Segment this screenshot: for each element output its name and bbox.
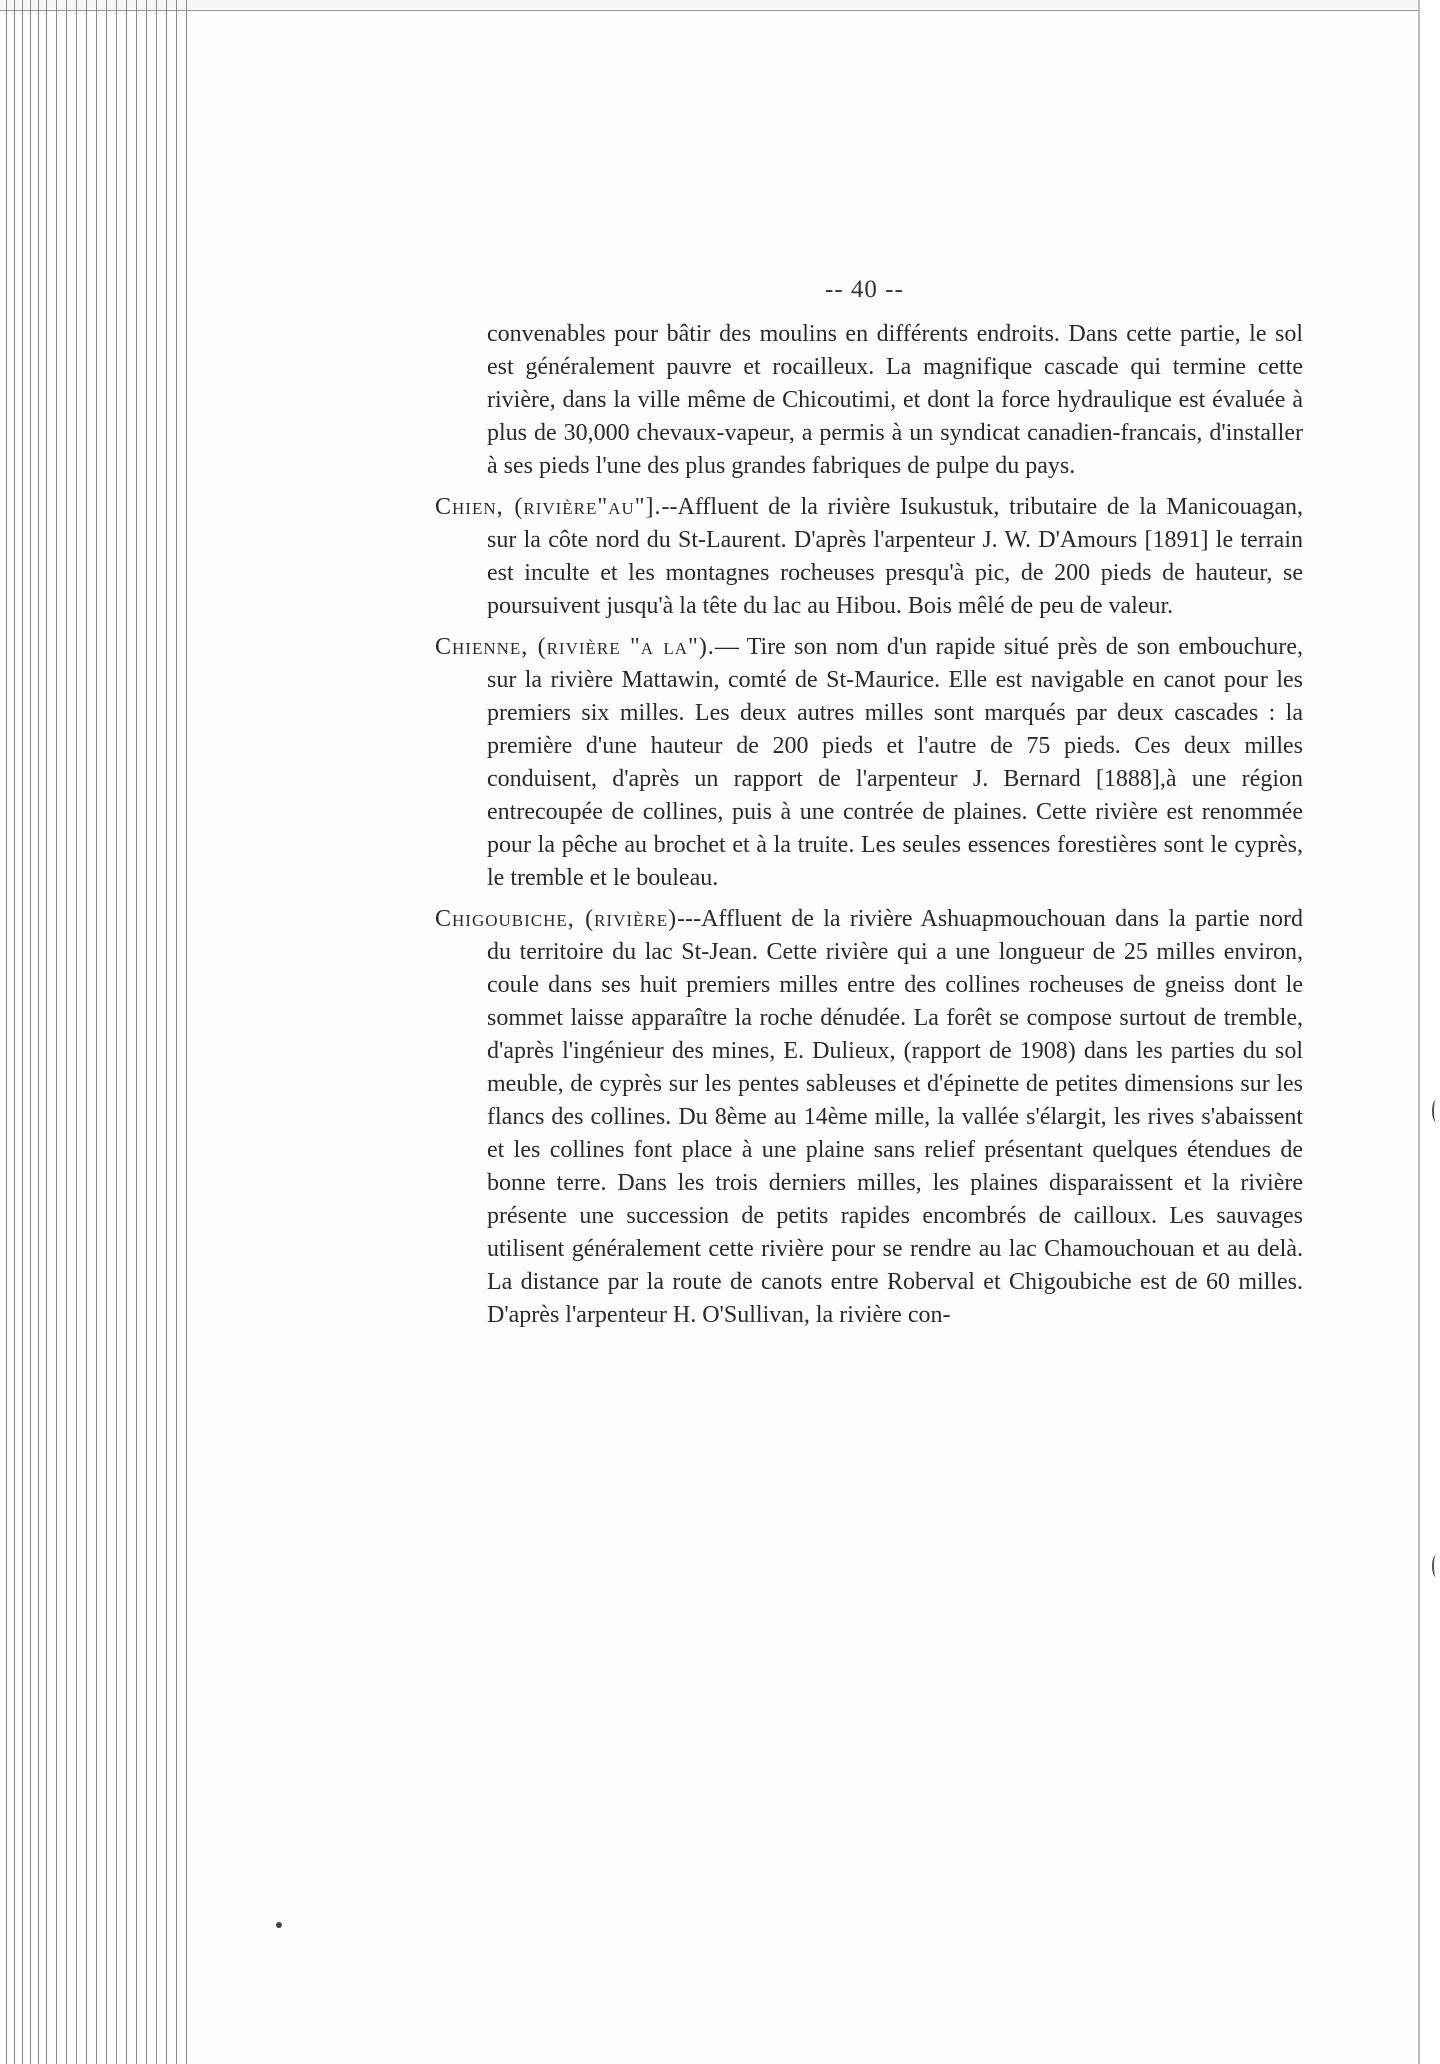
page-edge-line — [96, 0, 97, 2064]
page-edge-line — [46, 0, 47, 2064]
entry-heading: Chien, (rivière"au"]. — [435, 494, 662, 520]
page-edge-line — [146, 0, 147, 2064]
page-edge-line — [22, 0, 23, 2064]
page-edge-line — [66, 0, 67, 2064]
page-edge-line — [116, 0, 117, 2064]
entry-body: ---Affluent de la rivière Ashuapmouchouan dans la partie nord du territoire du lac St-Jean. Cette rivière qui a une longueur de 25 milles environ, coule dans ses huit premiers milles entre des collines rocheuses de gneiss dont le sommet laisse apparaître la roche dénudée. La forêt se compose surtout de tremble, d'après l'ingénieur des mines, E. Dulieux, (rapport de 1908) dans les parties du sol meuble, de cyprès sur les pentes sableuses et d'épinette de petites dimensions sur les flancs des collines. Du 8ème au 14ème mille, la vallée s'élargit, les rives s'abaissent et les collines font place à une plaine sans relief présentant quelques étendues de bonne terre. Dans les trois derniers milles, les plaines disparaissent et la rivière présente une succession de petits rapides encombrés de cailloux. Les sauvages utilisent généralement cette rivière pour se rendre au lac Chamouchouan et au delà. La distance par la route de canots entre Roberval et Chigoubiche est de 60 milles. D'après l'arpenteur H. O'Sullivan, la rivière con- — [487, 906, 1303, 1328]
page-edge-line — [76, 0, 77, 2064]
entry-heading: Chienne, (rivière "a la"). — [435, 634, 715, 660]
page-edge-line — [156, 0, 157, 2064]
page-edge-line — [30, 0, 31, 2064]
paragraph — [435, 318, 1303, 483]
page-edge-line — [38, 0, 39, 2064]
page-edge-line — [166, 0, 167, 2064]
paragraph-body: convenables pour bâtir des moulins en différents endroits. Dans cette partie, le sol est généralement pauvre et rocailleux. La magnifique cascade qui termine cette rivière, dans la ville même de Chicoutimi, et dont la force hydraulique est évaluée à plus de 30,000 chevaux-vapeur, a permis à un syndicat canadien-francais, d'installer à ses pieds l'une des plus grandes fabriques de pulpe du pays. — [487, 321, 1303, 479]
stray-ink-dot — [276, 1922, 282, 1928]
page-edge-line — [86, 0, 87, 2064]
entry-chigoubiche — [435, 903, 1303, 1332]
entry-heading: Chigoubiche, (rivière) — [435, 906, 678, 932]
body-text — [435, 318, 1303, 1340]
top-page-edge — [0, 0, 1440, 11]
entry-chien — [435, 491, 1303, 623]
entry-body: --Affluent de la rivière Isukustuk, tributaire de la Manicouagan, sur la côte nord du St-Laurent. D'après l'arpenteur J. W. D'Amours [1891] le terrain est inculte et les montagnes rocheuses presqu'à pic, de 200 pieds de hauteur, se poursuivent jusqu'à la tête du lac au Hibou. Bois mêlé de peu de valeur. — [487, 494, 1303, 619]
page-edge-line — [14, 0, 15, 2064]
page-edge-line — [6, 0, 7, 2064]
entry-body: — Tire son nom d'un rapide situé près de son embouchure, sur la rivière Mattawin, comté de St-Maurice. Elle est navigable en canot pour les premiers six milles. Les deux autres milles sont marqués par deux cascades : la première d'une hauteur de 200 pieds et l'autre de 75 pieds. Ces deux milles conduisent, d'après un rapport de l'arpenteur J. Bernard [1888],à une région entrecoupée de collines, puis à une contrée de plaines. Cette rivière est renommée pour la pêche au brochet et à la truite. Les seules essences forestières sont le cyprès, le tremble et le bouleau. — [487, 634, 1303, 891]
margin-mark — [1432, 1100, 1440, 1122]
page-edge-line — [126, 0, 127, 2064]
page-edge-line — [106, 0, 107, 2064]
page-number: -- 40 -- — [825, 276, 904, 303]
page-edge-line — [186, 0, 187, 2064]
right-page-edge — [1418, 0, 1440, 2064]
entry-chienne — [435, 631, 1303, 895]
margin-mark — [1432, 1555, 1440, 1577]
page-edge-line — [136, 0, 137, 2064]
page-edge-line — [176, 0, 177, 2064]
page-edge-line — [56, 0, 57, 2064]
